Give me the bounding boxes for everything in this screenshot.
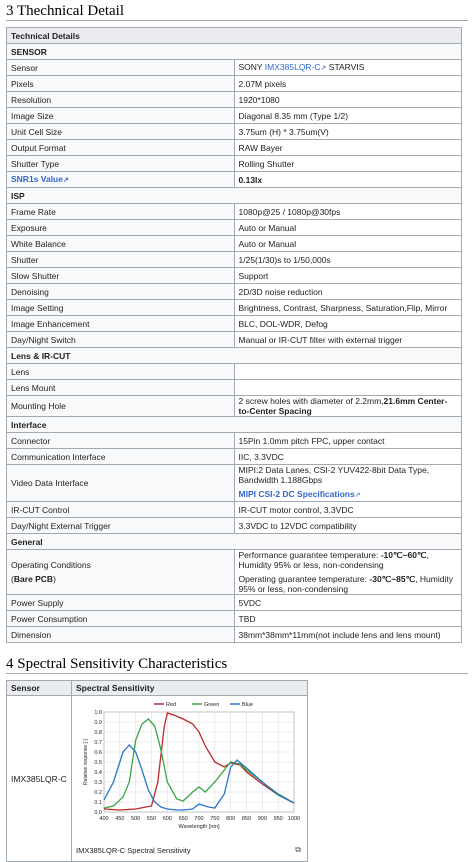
x-tick-label: 900 (257, 816, 267, 822)
chart-caption: IMX385LQR-C Spectral Sensitivity (76, 846, 191, 855)
section-sensor: SENSOR (7, 44, 462, 60)
x-tick-label: 750 (210, 816, 220, 822)
y-tick-label: 0.1 (94, 800, 102, 806)
row-value: RAW Bayer (234, 140, 462, 156)
row-label: Pixels (7, 76, 235, 92)
table-row (7, 595, 462, 611)
table-row (7, 611, 462, 627)
row-label: IR-CUT Control (7, 502, 235, 518)
row-value: BLC, DOL-WDR, Defog (234, 316, 462, 332)
x-tick-label: 400 (99, 816, 109, 822)
y-tick-label: 0.6 (94, 750, 102, 756)
section-lens: Lens & IR-CUT (7, 348, 462, 364)
section-4-heading: 4 Spectral Sensitivity Characteristics (6, 656, 228, 672)
table-row (7, 502, 462, 518)
table-row (7, 268, 462, 284)
x-tick-label: 850 (241, 816, 252, 822)
row-label: Day/Night Switch (7, 332, 235, 348)
table-row (7, 156, 462, 172)
row-value: 1080p@25 / 1080p@30fps (234, 204, 462, 220)
row-value: Brightness, Contrast, Sharpness, Saturation,Flip, Mirror (234, 300, 462, 316)
table-row (7, 380, 462, 396)
snr-label-cell (7, 172, 235, 188)
row-label: Dimension (7, 627, 235, 643)
y-tick-label: 0.4 (94, 770, 102, 776)
legend-label-blue: Blue (242, 702, 254, 708)
snr-link[interactable]: SNR1s Value (11, 173, 63, 184)
table-header: Technical Details (7, 28, 462, 44)
expand-icon[interactable]: ⧉ (295, 845, 301, 854)
table-row (7, 60, 462, 76)
spectral-sensitivity-chart (76, 698, 306, 843)
table-row (7, 76, 462, 92)
y-tick-label: 0.0 (94, 810, 102, 816)
x-tick-label: 500 (131, 816, 141, 822)
chart-cell (72, 696, 308, 862)
row-label: Sensor (7, 60, 235, 76)
y-tick-label: 0.3 (94, 780, 102, 786)
row-label: Power Supply (7, 595, 235, 611)
x-tick-label: 1000 (287, 816, 301, 822)
row-label: Lens Mount (7, 380, 235, 396)
row-label: Lens (7, 364, 235, 380)
row-label: White Balance (7, 236, 235, 252)
row-label: Image Enhancement (7, 316, 235, 332)
table-row (7, 124, 462, 140)
table-row (7, 364, 462, 380)
external-link-icon: ↗ (354, 492, 361, 499)
row-value: SONY IMX385LQR-C↗ STARVIS (234, 60, 462, 76)
col-spectral-header: Spectral Sensitivity (72, 681, 308, 696)
table-row (7, 433, 462, 449)
table-row (7, 518, 462, 534)
section-3-heading: 3 Thechnical Detail (6, 3, 125, 19)
row-value: 5VDC (234, 595, 462, 611)
row-label: Denoising (7, 284, 235, 300)
x-tick-label: 950 (273, 816, 283, 822)
table-row (7, 92, 462, 108)
y-axis-label: Relative response [-] (83, 739, 89, 785)
x-axis-label: Wavelength [nm] (178, 824, 220, 830)
row-value: Rolling Shutter (234, 156, 462, 172)
row-value (234, 364, 462, 380)
row-value: 2 screw holes with diameter of 2.2mm,21.6mm Center-to-Center Spacing (234, 396, 462, 417)
row-label: Slow Shutter (7, 268, 235, 284)
row-value: 38mm*38mm*11mm(not include lens and lens mount) (234, 627, 462, 643)
table-row (7, 140, 462, 156)
row-value: 1920*1080 (234, 92, 462, 108)
row-value: 2D/3D noise reduction (234, 284, 462, 300)
table-row (7, 108, 462, 124)
legend-label-red: Red (166, 702, 177, 708)
x-tick-label: 800 (226, 816, 236, 822)
row-label: Communication Interface (7, 449, 235, 465)
section-general: General (7, 534, 462, 550)
table-row (7, 300, 462, 316)
row-value: 15Pin 1.0mm pitch FPC, upper contact (234, 433, 462, 449)
x-tick-label: 700 (194, 816, 204, 822)
row-value: Support (234, 268, 462, 284)
external-link-icon: ↗ (62, 176, 69, 184)
row-value: Auto or Manual (234, 236, 462, 252)
row-value: IR-CUT motor control, 3.3VDC (234, 502, 462, 518)
y-tick-label: 0.2 (94, 790, 102, 796)
y-tick-label: 0.9 (94, 720, 102, 726)
y-tick-label: 0.7 (94, 740, 102, 746)
table-row (7, 550, 462, 595)
table-row (7, 252, 462, 268)
row-value: 3.3VDC to 12VDC compatibility (234, 518, 462, 534)
y-tick-label: 0.8 (94, 730, 102, 736)
table-row (7, 449, 462, 465)
table-row (7, 204, 462, 220)
sensor-name-cell: IMX385LQR-C (7, 696, 72, 862)
row-value: 1/25(1/30)s to 1/50,000s (234, 252, 462, 268)
table-row (7, 220, 462, 236)
sensor-link[interactable]: IMX385LQR-C (264, 61, 321, 72)
table-row (7, 284, 462, 300)
row-label: Resolution (7, 92, 235, 108)
row-value: TBD (234, 611, 462, 627)
row-label: Operating Conditions (Bare PCB) (7, 550, 235, 595)
row-label: Output Format (7, 140, 235, 156)
row-label: Day/Night External Trigger (7, 518, 235, 534)
table-row (7, 172, 462, 188)
table-row (7, 316, 462, 332)
table-row (7, 236, 462, 252)
row-value: Diagonal 8.35 mm (Type 1/2) (234, 108, 462, 124)
row-value: 3.75um (H) * 3.75um(V) (234, 124, 462, 140)
row-label: Mounting Hole (7, 396, 235, 417)
x-tick-label: 650 (178, 816, 188, 822)
external-link-icon: ↗ (320, 64, 327, 72)
row-value: Manual or IR-CUT filter with external trigger (234, 332, 462, 348)
table-row (7, 627, 462, 643)
row-label: Shutter Type (7, 156, 235, 172)
row-value: Auto or Manual (234, 220, 462, 236)
y-tick-label: 0.5 (94, 760, 102, 766)
row-label: Power Consumption (7, 611, 235, 627)
row-label: Shutter (7, 252, 235, 268)
row-value: 0.13lx (234, 172, 462, 188)
table-row (7, 396, 462, 417)
row-label: Connector (7, 433, 235, 449)
row-value: Performance guarantee temperature: -10℃~60℃, Humidity 95% or less, non-condensing Operating guarantee temperature: -30℃~85℃, Humidity 95% or less, non-condensing (234, 550, 462, 595)
row-value: MIPI:2 Data Lanes, CSI-2 YUV422-8bit Data Type, Bandwidth 1.188Gbps MIPI CSI-2 DC Specifications↗ (234, 465, 462, 502)
legend-label-green: Green (204, 702, 220, 708)
row-value (234, 380, 462, 396)
section-isp: ISP (7, 188, 462, 204)
col-sensor-header: Sensor (7, 681, 72, 696)
y-tick-label: 1.0 (94, 710, 102, 716)
row-label: Unit Cell Size (7, 124, 235, 140)
x-tick-label: 450 (115, 816, 125, 822)
row-label: Video Data Interface (7, 465, 235, 502)
table-row (7, 332, 462, 348)
section-interface: Interface (7, 417, 462, 433)
row-label: Frame Rate (7, 204, 235, 220)
row-label: Image Size (7, 108, 235, 124)
row-label: Image Setting (7, 300, 235, 316)
mipi-spec-link[interactable]: MIPI CSI-2 DC Specifications (238, 489, 355, 499)
row-value: 2.07M pixels (234, 76, 462, 92)
spectral-table (6, 680, 308, 862)
x-tick-label: 550 (146, 816, 157, 822)
technical-details-table (6, 27, 462, 643)
x-tick-label: 600 (162, 816, 172, 822)
row-value: IIC, 3.3VDC (234, 449, 462, 465)
table-row (7, 465, 462, 502)
row-label: Exposure (7, 220, 235, 236)
